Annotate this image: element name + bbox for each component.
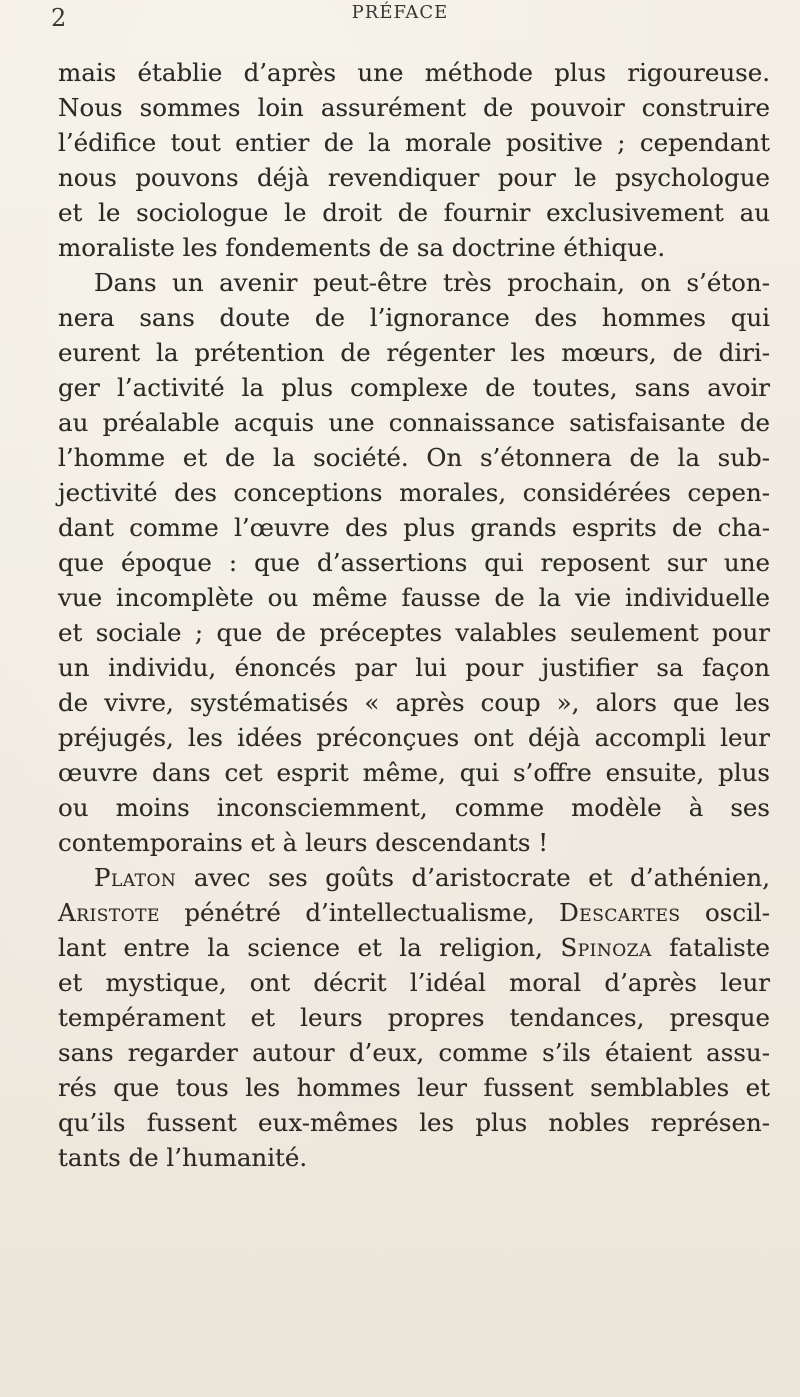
- text-line: tants de l’humanité.: [58, 1143, 308, 1172]
- text-line: qu’ils fussent eux-mêmes les plus nobles représen-: [58, 1108, 770, 1137]
- text-line: au préalable acquis une connaissance satisfaisante de: [58, 408, 770, 437]
- page-number: 2: [51, 4, 67, 32]
- author-name-platon: Platon: [94, 863, 177, 892]
- paragraph-start-line: [58, 860, 770, 895]
- text-line: [58, 930, 770, 965]
- text-line: tempérament et leurs propres tendances, presque: [58, 1003, 770, 1032]
- text-line: de vivre, systématisés « après coup », alors que les: [58, 688, 770, 717]
- text-line: un individu, énoncés par lui pour justifier sa façon: [58, 653, 770, 682]
- author-name-descartes: Descartes: [559, 898, 681, 927]
- text-line: ou moins inconsciemment, comme modèle à ses: [58, 793, 770, 822]
- text-line: nous pouvons déjà revendiquer pour le psychologue: [58, 163, 770, 192]
- text-line: mais établie d’après une méthode plus rigoureuse.: [58, 58, 770, 87]
- text-segment: pénétré d’intellectualisme,: [159, 898, 560, 927]
- text-line: préjugés, les idées préconçues ont déjà accompli leur: [58, 723, 770, 752]
- text-line: vue incomplète ou même fausse de la vie individuelle: [58, 583, 770, 612]
- text-segment: lant entre la science et la religion,: [58, 933, 561, 962]
- text-line: et mystique, ont décrit l’idéal moral d’après leur: [58, 968, 770, 997]
- text-line: dant comme l’œuvre des plus grands esprits de cha-: [58, 513, 770, 542]
- running-head: [0, 2, 800, 42]
- text-line: et le sociologue le droit de fournir exclusivement au: [58, 198, 770, 227]
- section-title: PRÉFACE: [351, 2, 449, 23]
- text-line: moraliste les fondements de sa doctrine éthique.: [58, 233, 666, 262]
- paragraph-start-line: Dans un avenir peut-être très prochain, on s’éton-: [94, 268, 770, 297]
- body-text: [58, 55, 770, 1175]
- text-line: ger l’activité la plus complexe de toutes, sans avoir: [58, 373, 770, 402]
- text-line: jectivité des conceptions morales, considérées cepen-: [58, 478, 770, 507]
- text-segment: avec ses goûts d’aristocrate et d’athénien,: [176, 863, 770, 892]
- text-line: que époque : que d’assertions qui reposent sur une: [58, 548, 770, 577]
- text-segment: oscil-: [680, 898, 770, 927]
- text-line: et sociale ; que de préceptes valables seulement pour: [58, 618, 770, 647]
- text-line: [58, 895, 770, 930]
- text-line: contemporains et à leurs descendants !: [58, 828, 549, 857]
- text-line: l’édifice tout entier de la morale positive ; cependant: [58, 128, 770, 157]
- text-line: Nous sommes loin assurément de pouvoir construire: [58, 93, 770, 122]
- text-line: nera sans doute de l’ignorance des hommes qui: [58, 303, 770, 332]
- text-line: eurent la prétention de régenter les mœurs, de diri-: [58, 338, 770, 367]
- text-line: l’homme et de la société. On s’étonnera de la sub-: [58, 443, 770, 472]
- author-name-aristote: Aristote: [58, 898, 160, 927]
- text-segment: fataliste: [651, 933, 770, 962]
- text-line: rés que tous les hommes leur fussent semblables et: [58, 1073, 770, 1102]
- text-line: œuvre dans cet esprit même, qui s’offre ensuite, plus: [58, 758, 770, 787]
- author-name-spinoza: Spinoza: [560, 933, 652, 962]
- text-line: sans regarder autour d’eux, comme s’ils étaient assu-: [58, 1038, 770, 1067]
